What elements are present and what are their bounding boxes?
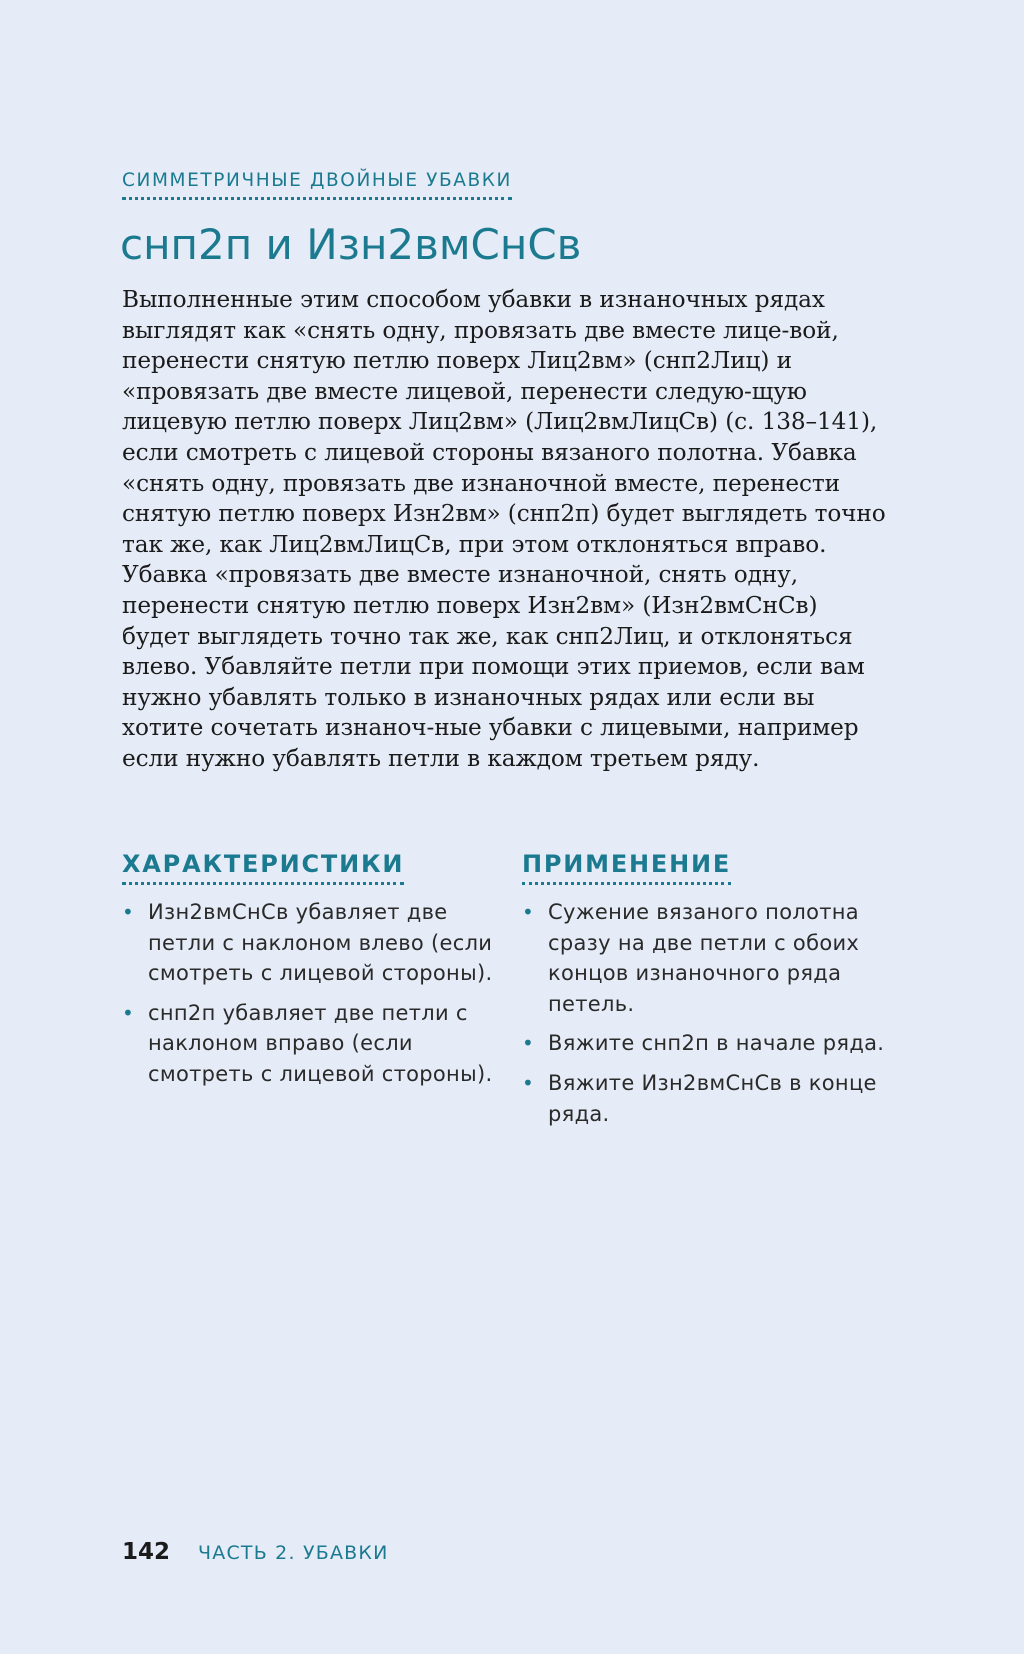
usage-heading: ПРИМЕНЕНИЕ xyxy=(522,850,731,885)
body-paragraph: Выполненные этим способом убавки в изнаночных рядах выглядят как «снять одну, провязать две вместе лице-вой, перенести снятую петлю поверх Лиц2вм» (снп2Лиц) и «провязать две вместе лицевой, перенести следую-щую лицевую петлю поверх Лиц2вм» (Лиц2вмЛицСв) (с. 138–141), если смотреть с лицевой стороны вязаного полотна. Убавка «снять одну, провязать две изнаночной вместе, перенести снятую петлю поверх Изн2вм» (снп2п) будет выглядеть точно так же, как Лиц2вмЛицСв, при этом отклоняться вправо. Убавка «провязать две вместе изнаночной, снять одну, перенести снятую петлю поверх Изн2вм» (Изн2вмСнСв) будет выглядеть точно так же, как снп2Лиц, и отклоняться влево. Убавляйте петли при помощи этих приемов, если вам нужно убавлять только в изнаночных рядах или если вы хотите сочетать изнаноч-ные убавки с лицевыми, например если нужно убавлять петли в каждом третьем ряду. xyxy=(122,286,886,772)
list-item xyxy=(522,1068,912,1129)
characteristics-heading: ХАРАКТЕРИСТИКИ xyxy=(122,850,404,885)
bullet-icon: • xyxy=(522,900,535,924)
list-item xyxy=(122,897,502,989)
characteristics-list xyxy=(122,897,502,1090)
list-item-text: Вяжите снп2п в начале ряда. xyxy=(548,1031,885,1056)
usage-list xyxy=(522,897,912,1129)
chapter-label: ЧАСТЬ 2. УБАВКИ xyxy=(198,1542,389,1564)
list-item-text: снп2п убавляет две петли с наклоном вправо (если смотреть с лицевой стороны). xyxy=(148,1000,493,1086)
bullet-icon: • xyxy=(522,1031,535,1056)
usage-section xyxy=(522,850,912,1138)
page-number: 142 xyxy=(122,1539,171,1565)
list-item-text: Вяжите Изн2вмСнСв в конце ряда. xyxy=(548,1070,877,1126)
list-item xyxy=(522,1028,912,1059)
characteristics-section xyxy=(122,850,502,1099)
bullet-icon: • xyxy=(122,1000,135,1025)
list-item-text: Изн2вмСнСв убавляет две петли с наклоном влево (если смотреть с лицевой стороны). xyxy=(148,900,493,986)
page-footer xyxy=(122,1539,389,1565)
page-title: снп2п и Изн2вмСнСв xyxy=(120,220,582,269)
section-kicker: СИММЕТРИЧНЫЕ ДВОЙНЫЕ УБАВКИ xyxy=(122,170,512,200)
list-item xyxy=(122,998,502,1090)
bullet-icon: • xyxy=(122,900,135,924)
list-item xyxy=(522,897,912,1019)
bullet-icon: • xyxy=(522,1070,535,1095)
list-item-text: Сужение вязаного полотна сразу на две петли с обоих концов изнаночного ряда петель. xyxy=(548,900,860,1016)
